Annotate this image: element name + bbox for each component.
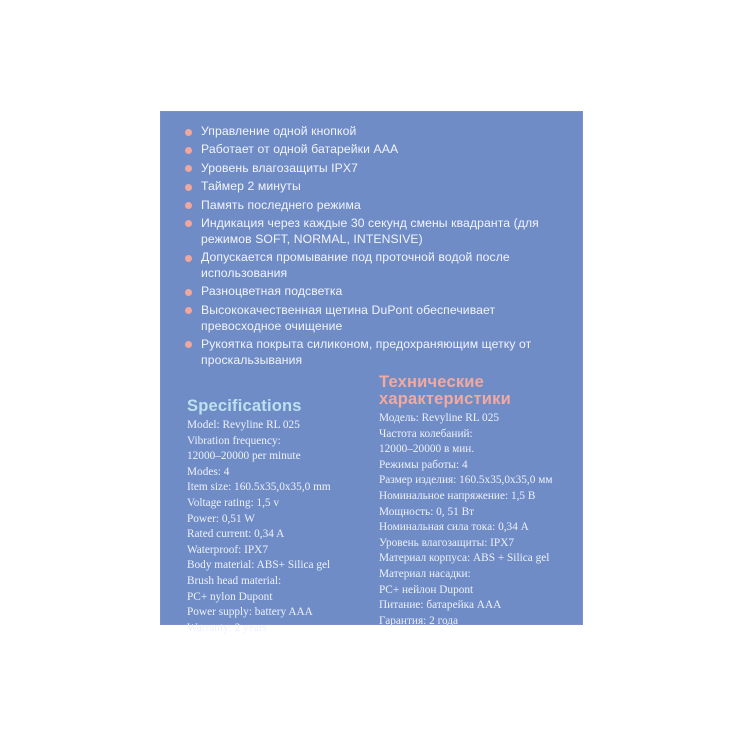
spec-line-ru: Размер изделия: 160.5x35,0x35,0 мм (379, 474, 553, 487)
feature-list (183, 124, 573, 371)
feature-item (183, 303, 573, 335)
spec-line-ru: Уровень влагозащиты: IPX7 (379, 536, 515, 549)
spec-line-en: 12000–20000 per minute (187, 450, 301, 463)
bullet-dot-icon (185, 184, 192, 191)
spec-line-ru: Модель: Revyline RL 025 (379, 412, 499, 424)
feature-item (183, 250, 573, 282)
spec-line-en: Rated current: 0,34 A (187, 528, 285, 541)
bullet-dot-icon (185, 255, 192, 262)
feature-item (183, 179, 573, 195)
bullet-dot-icon (185, 129, 192, 136)
feature-text: Индикация через каждые 30 секунд смены квадранта (для режимов SOFT, NORMAL, INTENSIVE) (201, 215, 539, 246)
spec-line-en: PC+ nylon Dupont (187, 590, 273, 603)
spec-line-ru: Номинальная сила тока: 0,34 А (379, 521, 529, 534)
bullet-dot-icon (185, 165, 192, 172)
specifications-ru (379, 374, 579, 629)
feature-text: Уровень влагозащиты IPX7 (201, 160, 358, 175)
spec-line-en: Power supply: battery AAA (187, 606, 313, 619)
feature-item (183, 142, 573, 158)
spec-line-ru: Материал корпуса: ABS + Silica gel (379, 552, 550, 565)
spec-line-ru: Частота колебаний: (379, 427, 473, 440)
spec-line-ru: 12000–20000 в мин. (379, 443, 475, 456)
spec-line-en: Vibration frequency: (187, 434, 281, 447)
feature-item (183, 216, 573, 248)
spec-line-en: Power: 0,51 W (187, 512, 255, 525)
bullet-dot-icon (185, 341, 192, 348)
feature-item (183, 161, 573, 177)
specifications-heading-en: Specifications (187, 397, 302, 415)
spec-line-en: Model: Revyline RL 025 (187, 419, 300, 431)
feature-text: Рукоятка покрыта силиконом, предохраняющим щетку от проскальзывания (201, 336, 532, 367)
bullet-dot-icon (185, 147, 192, 154)
specifications-heading-ru-line1: Технические (379, 373, 484, 391)
spec-line-en: Voltage rating: 1,5 v (187, 496, 280, 509)
feature-text: Разноцветная подсветка (201, 284, 343, 299)
specifications-heading-ru (379, 374, 579, 408)
feature-text: Память последнего режима (201, 197, 361, 212)
spec-line-en: Modes: 4 (187, 465, 230, 478)
spec-line-ru: Мощность: 0, 51 Вт (379, 505, 475, 518)
spec-line-en: Brush head material: (187, 574, 282, 587)
specifications-heading-ru-line2: характеристики (379, 390, 511, 408)
spec-line-en: Body material: ABS+ Silica gel (187, 559, 331, 572)
feature-text: Управление одной кнопкой (201, 124, 357, 138)
feature-item (183, 198, 573, 214)
specifications-en (187, 374, 377, 636)
feature-text: Высококачественная щетина DuPont обеспечивает превосходное очищение (201, 302, 496, 333)
bullet-dot-icon (185, 202, 192, 209)
spec-line-en: Waterproof: IPX7 (187, 543, 268, 556)
feature-text: Допускается промывание под проточной водой после использования (201, 250, 510, 280)
spec-panel (161, 112, 582, 634)
bullet-dot-icon (185, 307, 192, 314)
feature-text: Таймер 2 минуты (201, 179, 301, 194)
feature-item (183, 337, 573, 369)
feature-item (183, 284, 573, 300)
spec-line-ru: Режимы работы: 4 (379, 458, 468, 471)
spec-line-ru: Номинальное напряжение: 1,5 В (379, 489, 536, 502)
bullet-dot-icon (185, 289, 192, 296)
spec-line-ru: Материал насадки: (379, 567, 471, 580)
spec-line-en: Warranty: 2 years (187, 621, 268, 634)
spec-line-ru: PC+ нейлон Dupont (379, 583, 474, 596)
bullet-dot-icon (185, 220, 192, 227)
feature-text: Работает от одной батарейки AAA (201, 142, 399, 157)
spec-line-ru: Питание: батарейка AAA (379, 599, 502, 612)
spec-line-ru: Гарантия: 2 года (379, 614, 459, 627)
spec-line-en: Item size: 160.5x35,0x35,0 mm (187, 481, 331, 494)
feature-item (183, 124, 573, 140)
